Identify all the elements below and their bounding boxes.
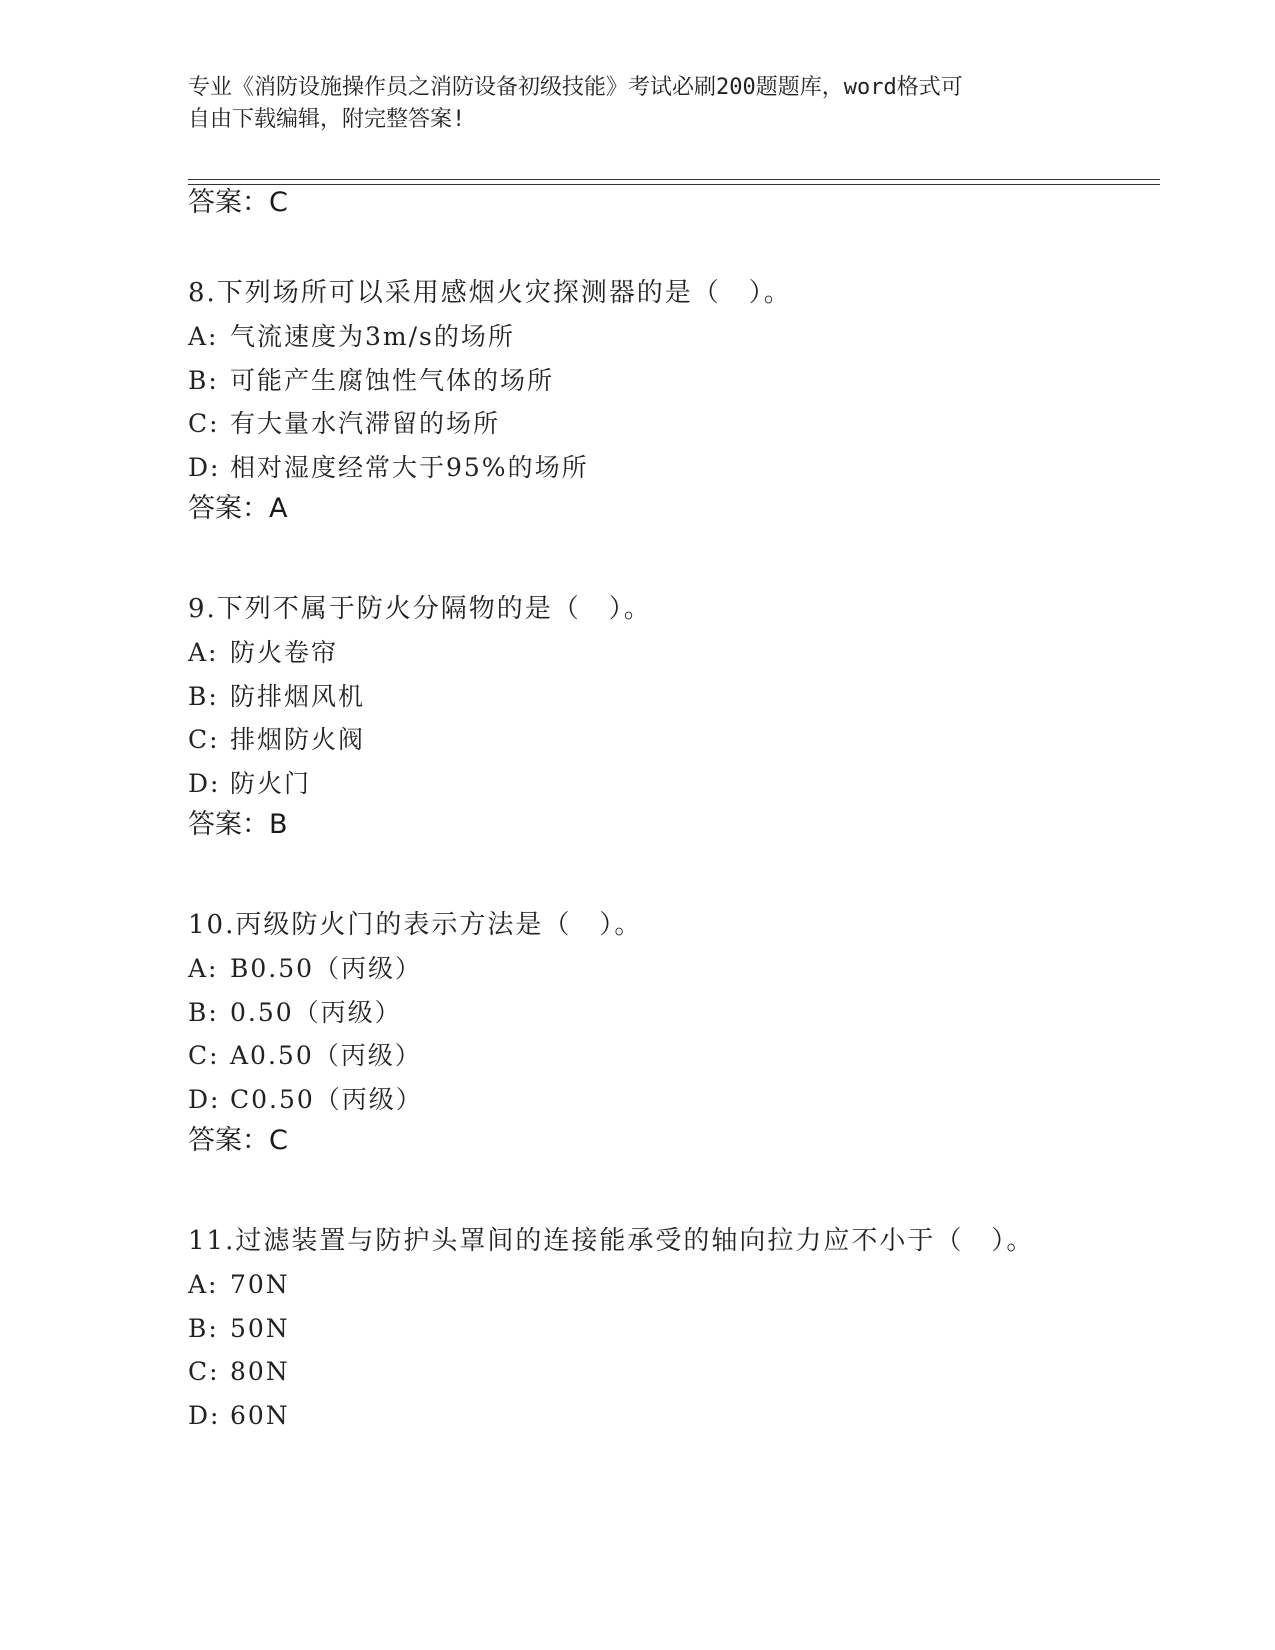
answer-label: 答案：C [188,187,288,218]
option-key: B: [188,682,219,711]
option-d [188,767,311,801]
option-b [188,1312,290,1346]
option-key: A: [188,638,219,667]
option-text: 排烟防火阀 [230,725,366,754]
option-key: A: [188,1270,219,1299]
option-key: B: [188,1314,219,1343]
answer-label: 答案：C [188,1125,288,1156]
option-text: A0.50（丙级） [230,1041,422,1070]
question-text: 8.下列场所可以采用感烟火灾探测器的是（ ）。 [188,278,792,308]
option-b [188,680,365,714]
option-text: 防排烟风机 [230,682,366,711]
option-c [188,723,365,757]
option-d [188,451,589,485]
option-text: 防火门 [230,769,312,798]
option-key: C: [188,725,220,754]
header-line-2: 自由下载编辑，附完整答案! [188,107,466,132]
header-line-1: 专业《消防设施操作员之消防设备初级技能》考试必刷200题题库，word格式可 [188,75,963,100]
option-text: B0.50（丙级） [230,954,423,983]
header-divider-bottom [188,184,1160,185]
header-divider-top [188,179,1160,180]
option-key: D: [188,453,221,482]
option-a [188,1268,290,1302]
option-text: C0.50（丙级） [230,1085,423,1114]
option-key: D: [188,1085,221,1114]
option-text: 相对湿度经常大于95%的场所 [230,453,589,482]
option-c [188,1355,290,1389]
option-c [188,1039,422,1073]
option-key: B: [188,998,219,1027]
option-key: C: [188,1041,220,1070]
option-text: 可能产生腐蚀性气体的场所 [230,366,555,395]
document-header [188,72,1088,136]
option-a [188,636,338,670]
option-text: 80N [230,1357,290,1386]
answer-label: 答案：A [188,493,288,524]
option-c [188,407,500,441]
option-text: 60N [230,1401,290,1430]
option-key: B: [188,366,219,395]
option-b [188,996,402,1030]
option-text: 0.50（丙级） [230,998,402,1027]
option-text: 防火卷帘 [230,638,339,667]
option-b [188,364,554,398]
option-a [188,320,515,354]
question-text: 10.丙级防火门的表示方法是（ ）。 [188,910,643,940]
option-text: 70N [230,1270,290,1299]
option-text: 50N [230,1314,290,1343]
option-d [188,1083,423,1117]
question-text: 11.过滤装置与防护头罩间的连接能承受的轴向拉力应不小于（ ）。 [188,1226,1035,1256]
option-key: C: [188,409,220,438]
option-key: D: [188,769,221,798]
option-key: D: [188,1401,221,1430]
option-key: C: [188,1357,220,1386]
option-text: 气流速度为3m/s的场所 [230,322,515,351]
option-key: A: [188,954,219,983]
option-a [188,952,422,986]
question-text: 9.下列不属于防火分隔物的是（ ）。 [188,594,652,624]
answer-label: 答案：B [188,809,288,840]
option-key: A: [188,322,219,351]
option-text: 有大量水汽滞留的场所 [230,409,501,438]
option-d [188,1399,290,1433]
